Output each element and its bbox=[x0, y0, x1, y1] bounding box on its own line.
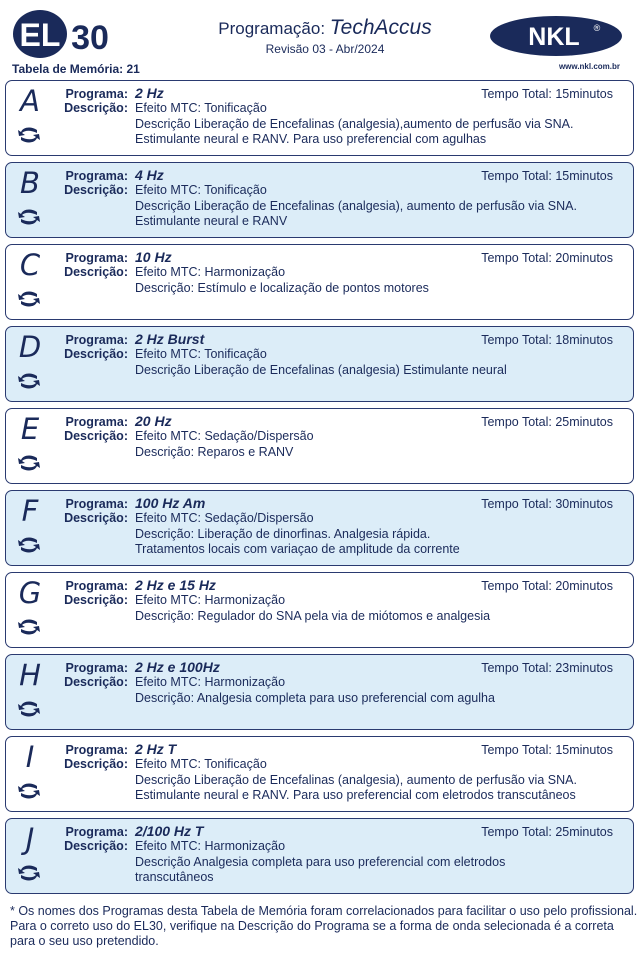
program-letter: H bbox=[19, 658, 41, 692]
waveform-icon bbox=[17, 289, 41, 309]
description-line: Efeito MTC: Harmonização bbox=[135, 839, 286, 853]
programa-label: Programa: bbox=[65, 743, 128, 757]
program-letter: C bbox=[19, 248, 41, 282]
programa-label: Programa: bbox=[65, 415, 128, 429]
waveform-icon bbox=[17, 371, 41, 391]
descricao-label: Descrição: bbox=[64, 593, 128, 607]
description-line: Estimulante neural e RANV. Para uso preferencial com eletrodos transcutâneos bbox=[135, 788, 576, 802]
waveform-icon bbox=[17, 125, 41, 145]
program-letter: F bbox=[21, 494, 39, 528]
description-block bbox=[135, 429, 633, 460]
total-time: Tempo Total: 15minutos bbox=[481, 169, 613, 183]
descricao-label: Descrição: bbox=[64, 757, 128, 771]
waveform-icon bbox=[17, 863, 41, 883]
description-block bbox=[135, 265, 633, 296]
program-letter: G bbox=[18, 576, 42, 610]
program-letter: I bbox=[25, 740, 35, 774]
program-name: 4 Hz bbox=[135, 167, 164, 183]
title-program-name: TechAccus bbox=[329, 16, 432, 39]
program-letter: A bbox=[20, 84, 40, 118]
description-line: Efeito MTC: Tonificação bbox=[135, 183, 267, 197]
waveform-icon bbox=[17, 781, 41, 801]
program-letter: D bbox=[18, 330, 42, 364]
description-block bbox=[135, 101, 633, 148]
program-name: 2 Hz e 100Hz bbox=[135, 659, 220, 675]
total-time: Tempo Total: 23minutos bbox=[481, 661, 613, 675]
waveform-icon bbox=[17, 535, 41, 555]
description-line: Descrição: Liberação de dinorfinas. Analgesia rápida. bbox=[135, 526, 431, 541]
descricao-label: Descrição: bbox=[64, 101, 128, 115]
description-block bbox=[135, 757, 633, 804]
title-prefix: Programação: bbox=[218, 19, 326, 38]
descricao-label: Descrição: bbox=[64, 675, 128, 689]
description-line: Estimulante neural e RANV. Para uso preferencial com agulhas bbox=[135, 132, 487, 146]
footnote: * Os nomes dos Programas desta Tabela de Memória foram correlacionados para facilitar o uso pelo profissional. Para o correto uso do EL30, verifique na Descrição do Programa se a forma de onda selecionada é a correta para o seu uso pretendido. bbox=[10, 904, 638, 948]
programa-label: Programa: bbox=[65, 825, 128, 839]
program-name: 2 Hz Burst bbox=[135, 331, 205, 347]
description-line: Descrição Liberação de Encefalinas (analgesia),aumento de perfusão via SNA. bbox=[135, 116, 574, 131]
description-line: Descrição Liberação de Encefalinas (analgesia) Estimulante neural bbox=[135, 362, 507, 377]
description-block bbox=[135, 839, 633, 886]
description-line: Efeito MTC: Harmonização bbox=[135, 593, 286, 607]
description-block bbox=[135, 511, 633, 558]
program-card-b bbox=[5, 162, 634, 238]
description-line: Efeito MTC: Sedação/Dispersão bbox=[135, 429, 314, 443]
total-time: Tempo Total: 15minutos bbox=[481, 87, 613, 101]
programa-label: Programa: bbox=[65, 579, 128, 593]
program-card-j bbox=[5, 818, 634, 894]
description-line: Descrição: Reparos e RANV bbox=[135, 444, 294, 459]
el30-logo-30: 30 bbox=[71, 19, 109, 57]
description-line: Descrição Liberação de Encefalinas (analgesia), aumento de perfusão via SNA. bbox=[135, 198, 577, 213]
description-line: Efeito MTC: Harmonização bbox=[135, 675, 286, 689]
nkl-logo-text: NKL bbox=[528, 23, 580, 51]
program-letter: E bbox=[20, 412, 40, 446]
description-line: Efeito MTC: Tonificação bbox=[135, 101, 267, 115]
descricao-label: Descrição: bbox=[64, 347, 128, 361]
program-name: 2 Hz e 15 Hz bbox=[135, 577, 216, 593]
program-card-c bbox=[5, 244, 634, 320]
description-block bbox=[135, 183, 633, 230]
descricao-label: Descrição: bbox=[64, 511, 128, 525]
description-line: Estimulante neural e RANV bbox=[135, 214, 288, 228]
descricao-label: Descrição: bbox=[64, 429, 128, 443]
memory-table-label: Tabela de Memória: 21 bbox=[12, 62, 140, 76]
program-letter: B bbox=[20, 166, 40, 200]
descricao-label: Descrição: bbox=[64, 183, 128, 197]
programa-label: Programa: bbox=[65, 661, 128, 675]
description-line: Descrição Analgesia completa para uso preferencial com eletrodos bbox=[135, 854, 506, 869]
descricao-label: Descrição: bbox=[64, 265, 128, 279]
el30-logo-el: EL bbox=[19, 17, 61, 53]
program-name: 2 Hz bbox=[135, 85, 164, 101]
programa-label: Programa: bbox=[65, 497, 128, 511]
program-card-h bbox=[5, 654, 634, 730]
waveform-icon bbox=[17, 617, 41, 637]
programa-label: Programa: bbox=[65, 87, 128, 101]
waveform-icon bbox=[17, 453, 41, 473]
description-block bbox=[135, 593, 633, 624]
description-line: transcutâneos bbox=[135, 870, 214, 884]
total-time: Tempo Total: 30minutos bbox=[481, 497, 613, 511]
total-time: Tempo Total: 25minutos bbox=[481, 415, 613, 429]
descricao-label: Descrição: bbox=[64, 839, 128, 853]
waveform-icon bbox=[17, 699, 41, 719]
description-line: Efeito MTC: Sedação/Dispersão bbox=[135, 511, 314, 525]
program-name: 2 Hz T bbox=[135, 741, 177, 757]
nkl-registered-mark: ® bbox=[593, 23, 601, 33]
description-line: Efeito MTC: Tonificação bbox=[135, 757, 267, 771]
total-time: Tempo Total: 15minutos bbox=[481, 743, 613, 757]
description-line: Efeito MTC: Harmonização bbox=[135, 265, 286, 279]
description-line: Tratamentos locais com variaçao de amplitude da corrente bbox=[135, 542, 460, 556]
programa-label: Programa: bbox=[65, 333, 128, 347]
description-block bbox=[135, 675, 633, 706]
programa-label: Programa: bbox=[65, 169, 128, 183]
program-card-d bbox=[5, 326, 634, 402]
program-card-e bbox=[5, 408, 634, 484]
program-name: 2/100 Hz T bbox=[135, 823, 204, 839]
description-line: Descrição: Estímulo e localização de pontos motores bbox=[135, 280, 429, 295]
revision-text: Revisão 03 - Abr/2024 bbox=[265, 42, 385, 56]
total-time: Tempo Total: 20minutos bbox=[481, 579, 613, 593]
description-line: Descrição: Analgesia completa para uso preferencial com agulha bbox=[135, 690, 495, 705]
program-card-i bbox=[5, 736, 634, 812]
program-card-f bbox=[5, 490, 634, 566]
program-card-g bbox=[5, 572, 634, 648]
program-name: 20 Hz bbox=[135, 413, 172, 429]
nkl-url: www.nkl.com.br bbox=[558, 62, 620, 71]
page-title bbox=[190, 16, 460, 40]
nkl-logo bbox=[488, 14, 628, 58]
el30-logo bbox=[10, 8, 120, 60]
description-block bbox=[135, 347, 633, 378]
page-header bbox=[0, 0, 640, 80]
total-time: Tempo Total: 20minutos bbox=[481, 251, 613, 265]
description-line: Descrição Liberação de Encefalinas (analgesia), aumento de perfusão via SNA. bbox=[135, 772, 577, 787]
total-time: Tempo Total: 25minutos bbox=[481, 825, 613, 839]
program-letter: J bbox=[25, 822, 35, 856]
description-line: Descrição: Regulador do SNA pela via de miótomos e analgesia bbox=[135, 608, 491, 623]
total-time: Tempo Total: 18minutos bbox=[481, 333, 613, 347]
program-name: 100 Hz Am bbox=[135, 495, 206, 511]
program-name: 10 Hz bbox=[135, 249, 172, 265]
description-line: Efeito MTC: Tonificação bbox=[135, 347, 267, 361]
waveform-icon bbox=[17, 207, 41, 227]
program-card-a bbox=[5, 80, 634, 156]
programa-label: Programa: bbox=[65, 251, 128, 265]
